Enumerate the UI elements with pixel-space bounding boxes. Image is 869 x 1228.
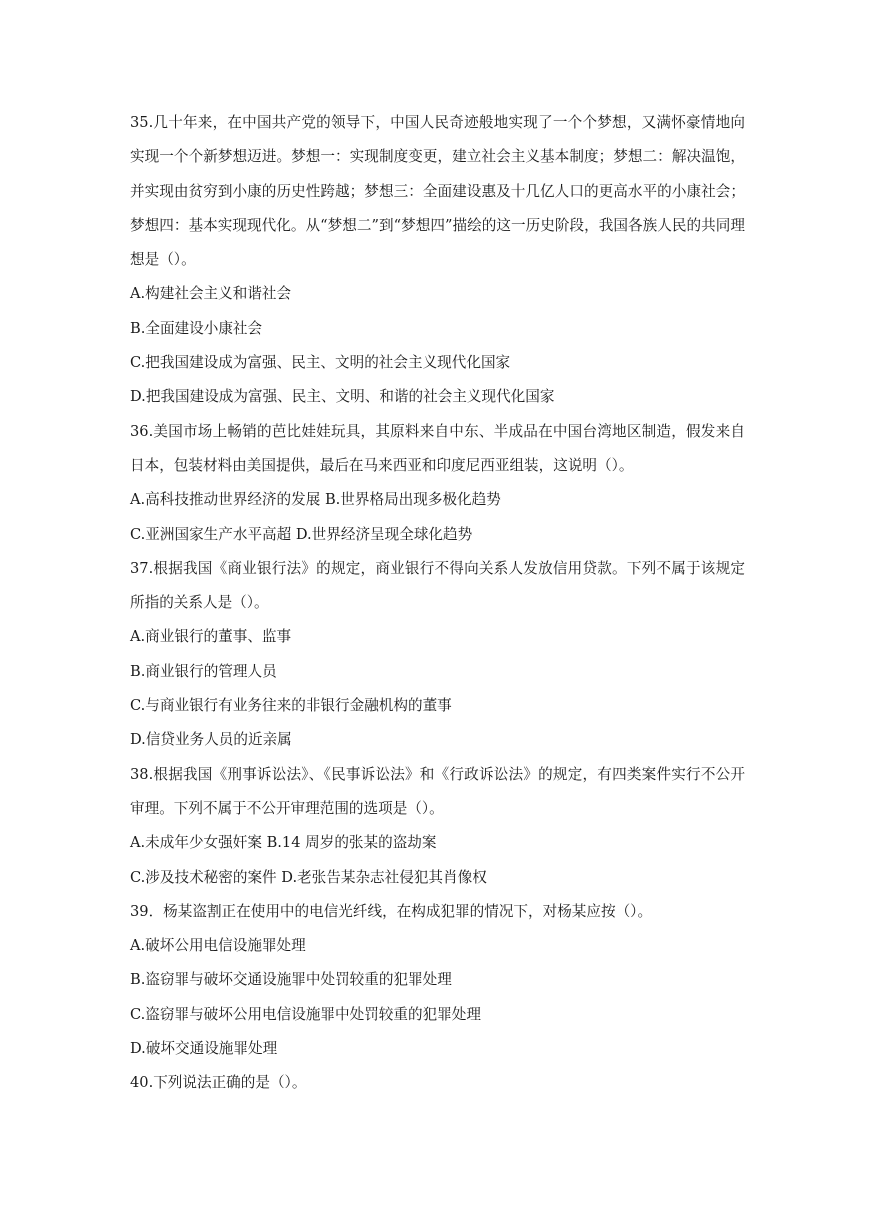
option-a-b: A.高科技推动世界经济的发展 B.世界格局出现多极化趋势 — [130, 491, 501, 509]
option-c: C.把我国建设成为富强、民主、文明的社会主义现代化国家 — [130, 354, 511, 372]
option-a-b: A.未成年少女强奸案 B.14 周岁的张某的盗劫案 — [130, 834, 437, 852]
question-stem: 36.美国市场上畅销的芭比娃娃玩具，其原料来自中东、半成品在中国台湾地区制造，假发来自日本，包装材料由美国提供，最后在马来西亚和印度尼西亚组装，这说明（）。 — [130, 422, 745, 474]
option-a: A.商业银行的董事、监事 — [130, 628, 292, 646]
question-37 — [130, 552, 745, 758]
option-b: B.商业银行的管理人员 — [130, 662, 277, 680]
question-stem: 39．杨某盗割正在使用中的电信光纤线，在构成犯罪的情况下，对杨某应按（）。 — [130, 902, 653, 920]
question-35 — [130, 106, 745, 415]
option-c: C.盗窃罪与破坏公用电信设施罪中处罚较重的犯罪处理 — [130, 1005, 481, 1023]
question-stem: 35.几十年来，在中国共产党的领导下，中国人民奇迹般地实现了一个个梦想，又满怀豪情地向实现一个个新梦想迈进。梦想一：实现制度变更，建立社会主义基本制度；梦想二：解决温饱，并实现由贫穷到小康的历史性跨越；梦想三：全面建设惠及十几亿人口的更高水平的小康社会；梦想四：基本实现现代化。从“梦想二”到“梦想四”描绘的这一历史阶段，我国各族人民的共同理想是（）。 — [130, 114, 745, 269]
question-list — [130, 106, 745, 1101]
option-c-d: C.涉及技术秘密的案件 D.老张告某杂志社侵犯其肖像权 — [130, 868, 487, 886]
option-d: D.把我国建设成为富强、民主、文明、和谐的社会主义现代化国家 — [130, 388, 555, 406]
option-c: C.与商业银行有业务往来的非银行金融机构的董事 — [130, 697, 452, 715]
question-36 — [130, 415, 745, 552]
question-39 — [130, 895, 745, 1066]
option-b: B.盗窃罪与破坏交通设施罪中处罚较重的犯罪处理 — [130, 971, 452, 989]
option-c-d: C.亚洲国家生产水平高超 D.世界经济呈现全球化趋势 — [130, 525, 473, 543]
question-40 — [130, 1066, 745, 1100]
option-a: A.破坏公用电信设施罪处理 — [130, 937, 306, 955]
option-d: D.破坏交通设施罪处理 — [130, 1040, 278, 1058]
question-stem: 37.根据我国《商业银行法》的规定，商业银行不得向关系人发放信用贷款。下列不属于该规定所指的关系人是（）。 — [130, 559, 745, 612]
question-stem: 40.下列说法正确的是（）。 — [130, 1074, 307, 1092]
option-b: B.全面建设小康社会 — [130, 319, 263, 337]
question-38 — [130, 758, 745, 895]
question-stem: 38.根据我国《刑事诉讼法》、《民事诉讼法》和《行政诉讼法》的规定，有四类案件实行不公开审理。下列不属于不公开审理范围的选项是（）。 — [130, 765, 745, 817]
option-a: A.构建社会主义和谐社会 — [130, 285, 292, 303]
option-d: D.信贷业务人员的近亲属 — [130, 731, 292, 749]
